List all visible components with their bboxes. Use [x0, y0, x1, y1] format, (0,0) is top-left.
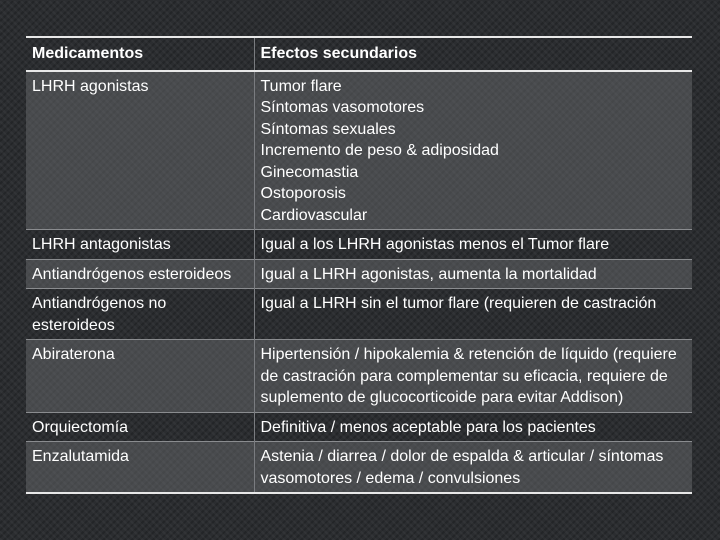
effect-line: Síntomas sexuales [260, 120, 396, 138]
effect-line: Ginecomastia [260, 163, 359, 181]
table-row [26, 259, 692, 289]
drug-cell: Antiandrógenos esteroideos [26, 259, 254, 289]
header-efectos-secundarios: Efectos secundarios [254, 38, 692, 71]
table-row [26, 71, 692, 230]
table-row [26, 289, 692, 340]
drug-cell: LHRH antagonistas [32, 236, 171, 253]
effects-cell: Definitiva / menos aceptable para los pacientes [254, 412, 692, 442]
effects-cell [254, 71, 692, 230]
header-medicamentos: Medicamentos [26, 38, 254, 71]
drug-cell: Enzalutamida [26, 442, 254, 493]
drug-cell: Antiandrógenos no esteroideos [32, 295, 167, 334]
drug-cell: LHRH agonistas [26, 71, 254, 230]
effect-line: Cardiovascular [260, 206, 368, 224]
effect-line: Tumor flare [260, 77, 342, 95]
effects-cell: Igual a LHRH sin el tumor flare (requieren de castración [254, 289, 692, 340]
effect-line: Incremento de peso & adiposidad [260, 142, 499, 159]
effects-cell: Hipertensión / hipokalemia & retención de líquido (requiere de castración para complementar su eficacia, requiere de suplemento de glucocorticoide para evitar Addison) [254, 340, 692, 413]
table-header-row [26, 38, 692, 71]
effects-cell: Astenia / diarrea / dolor de espalda & articular / síntomas vasomotores / edema / convulsiones [254, 442, 692, 493]
side-effects-table-container [26, 36, 692, 494]
effect-line: Síntomas vasomotores [260, 99, 425, 116]
drug-cell: Abiraterona [26, 340, 254, 413]
effects-cell: Igual a LHRH agonistas, aumenta la mortalidad [254, 259, 692, 289]
effect-line: Ostoporosis [260, 185, 346, 202]
table-row [26, 230, 692, 260]
table-row [26, 442, 692, 493]
table-row [26, 412, 692, 442]
side-effects-table [26, 38, 692, 492]
table-row [26, 340, 692, 413]
drug-cell: Orquiectomía [32, 418, 129, 436]
effects-cell: Igual a los LHRH agonistas menos el Tumor flare [254, 230, 692, 260]
